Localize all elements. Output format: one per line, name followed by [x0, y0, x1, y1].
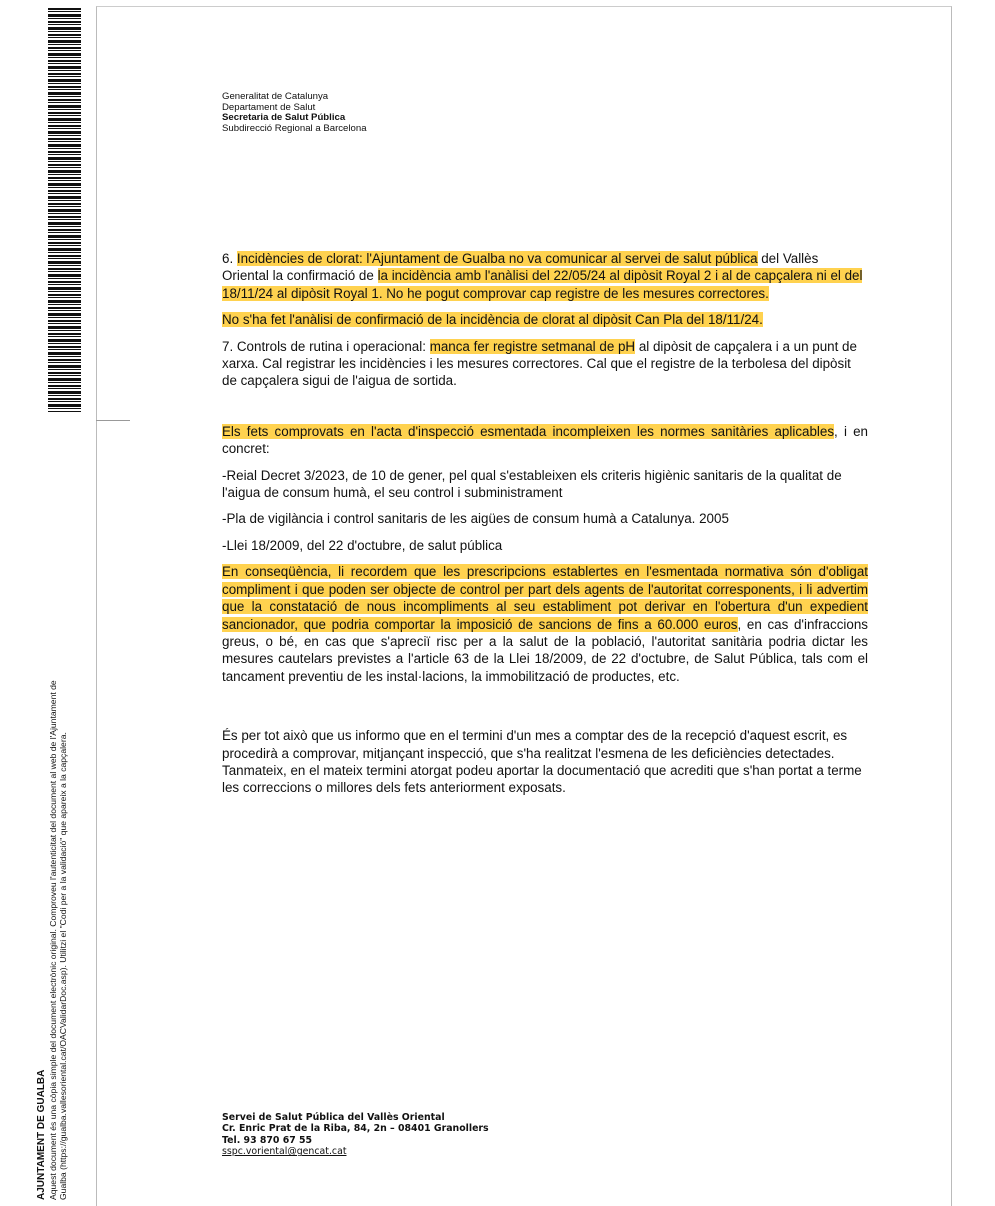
highlight: manca fer registre setmanal de pH	[429, 338, 636, 354]
highlight: En conseqüència, li recordem que les prescripcions establertes en l'esmentada normativa són d'obligat compliment i que poden ser objecte de control per part dels agents de l'autoritat corresponents, i li advertim que la constatació de nous incompliments al seu establiment pot derivar en l'obertura d'un expedient sancionador, que podria comportar la imposició de sancions de fins a 60.000 euros	[222, 564, 868, 632]
paragraph-consequencia	[222, 563, 868, 685]
letterhead-line: Departament de Salut	[222, 101, 316, 113]
reference-1: -Reial Decret 3/2023, de 10 de gener, pel qual s'estableixen els criteris higiènic sanitaris de la qualitat de l'aigua de consum humà, el seu control i subministrament	[222, 467, 842, 501]
reference-2: -Pla de vigilància i control sanitaris de les aigües de consum humà a Catalunya. 2005	[222, 511, 729, 527]
barcode	[48, 8, 81, 412]
paragraph-number: 6.	[222, 251, 237, 266]
text: , en cas d'infraccions greus, o bé, en cas que s'apreciï risc per a la salut de la població, l'autoritat sanitària podria dictar les mesures cautelars previstes a l'article 63 de la Llei 18/2009, de 22 d'octubre, de Salut Pública, tals com el tancament preventiu de les instal·lacions, la immobilització de productes, etc.	[222, 616, 868, 684]
letter-body	[222, 250, 868, 797]
letterhead	[222, 92, 367, 134]
letterhead-line: Generalitat de Catalunya	[222, 91, 329, 102]
text: 7. Controls de rutina i operacional:	[222, 338, 430, 354]
highlight: Incidències de clorat: l'Ajuntament de Gualba no va comunicar al servei de salut pública	[236, 251, 758, 266]
highlight: No s'ha fet l'anàlisi de confirmació de la incidència de clorat al dipòsit Can Pla del 18/11/24.	[222, 312, 763, 328]
footer-line: Cr. Enric Prat de la Riba, 84, 2n – 08401 Granollers	[222, 1123, 489, 1135]
text: , i en concret:	[222, 423, 869, 457]
email-link[interactable]: sspc.voriental@gencat.cat	[222, 1146, 347, 1158]
letterhead-line: Subdirecció Regional a Barcelona	[222, 122, 367, 134]
highlight: la incidència amb l'anàlisi del 22/05/24 al dipòsit Royal 2 i al de capçalera ni el del 18/11/24 al dipòsit Royal 1. No he pogut comprovar cap registre de les mesures correctores.	[222, 268, 863, 301]
text: al dipòsit de capçalera i a un punt de xarxa. Cal registrar les incidències i les mesures correctores. Cal que el registre de la terbolesa del dipòsit de capçalera sigui de l'aigua de sortida.	[222, 338, 857, 389]
stamp-line: Gualba (https://gualba.vallesoriental.cat/OACValidarDoc.asp). Utilitzi el "Codi per a la validació" que apareix a la capçalera.	[58, 732, 69, 1200]
side-validation-stamp	[36, 600, 69, 1200]
paragraph-can-pla	[222, 311, 868, 328]
letterhead-line: Secretaria de Salut Pública	[222, 112, 346, 123]
paragraph-fets	[222, 423, 868, 458]
footer-line: Tel. 93 870 67 55	[222, 1134, 313, 1146]
stamp-title: AJUNTAMENT DE GUALBA	[36, 1069, 47, 1200]
paragraph-6	[222, 250, 868, 302]
reference-3: -Llei 18/2009, del 22 d'octubre, de salut pública	[222, 537, 503, 553]
paragraph-final: És per tot això que us informo que en el termini d'un mes a comptar des de la recepció d'aquest escrit, es procedirà a comprovar, mitjançant inspecció, que s'ha realitzat l'esmena de les deficiències detectades. Tanmateix, en el mateix termini atorgat podeu aportar la documentació que acrediti que s'han portat a terme les correccions o millores dels fets anteriorment exposats.	[222, 728, 862, 796]
footer-line: Servei de Salut Pública del Vallès Oriental	[222, 1112, 445, 1123]
highlight: Els fets comprovats en l'acta d'inspecció esmentada incompleixen les normes sanitàries aplicables	[222, 423, 835, 439]
footer	[222, 1112, 489, 1158]
paragraph-7	[222, 338, 868, 390]
stamp-line: Aquest document és una còpia simple del document electrònic original. Comproveu l'autenticitat del document al web de l'Ajuntament de	[48, 680, 58, 1200]
margin-mark	[96, 420, 130, 421]
text: del Vallès Oriental la confirmació de	[222, 251, 819, 284]
